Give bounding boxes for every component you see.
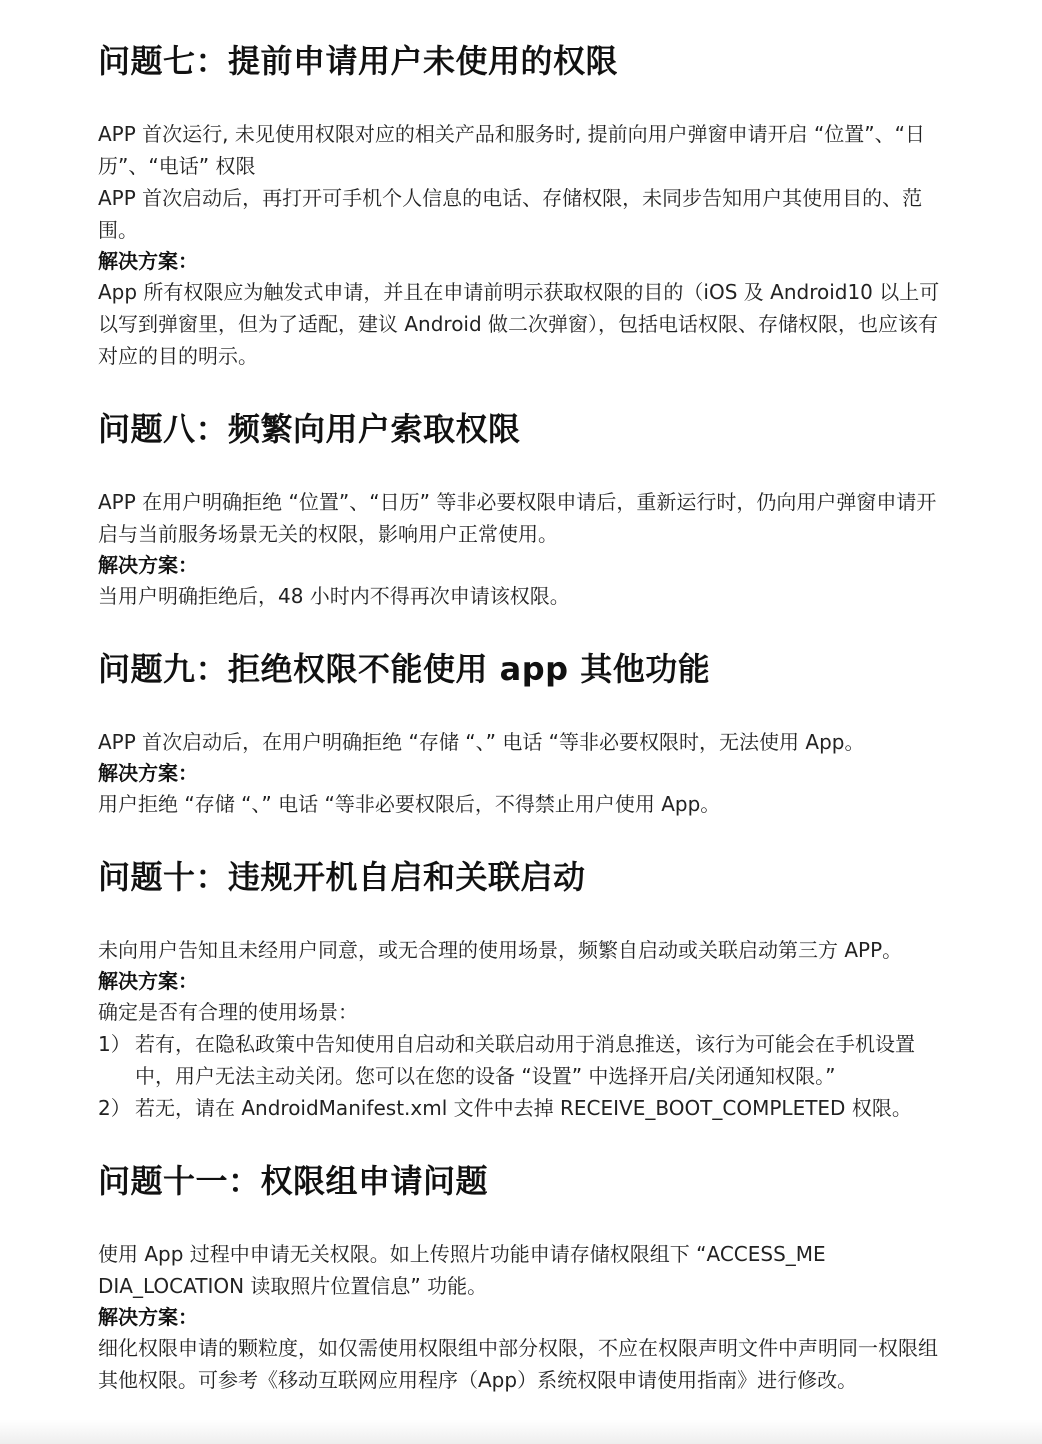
section-11 bbox=[98, 1150, 948, 1396]
section-9 bbox=[98, 638, 948, 820]
section-10 bbox=[98, 846, 948, 1124]
section-7 bbox=[98, 30, 948, 372]
section-title: 问题九：拒绝权限不能使用 app 其他功能 bbox=[98, 650, 711, 688]
section-title: 问题十一：权限组申请问题 bbox=[98, 1162, 489, 1200]
solution-label: 解决方案： bbox=[98, 553, 198, 577]
solution-label: 解决方案： bbox=[98, 761, 198, 785]
solution-paragraph: 当用户明确拒绝后，48 小时内不得再次申请该权限。 bbox=[98, 584, 570, 608]
paragraph: APP 首次启动后，再打开可手机个人信息的电话、存储权限，未同步告知用户其使用目的、范围。 bbox=[98, 186, 923, 242]
paragraph: 未向用户告知且未经用户同意，或无合理的使用场景，频繁自启动或关联启动第三方 APP。 bbox=[98, 938, 903, 962]
list-text: 若有，在隐私政策中告知使用自启动和关联启动用于消息推送，该行为可能会在手机设置中，用户无法主动关闭。您可以在您的设备 “设置” 中选择开启/关闭通知权限。” bbox=[135, 1032, 915, 1088]
solution-paragraph: 细化权限申请的颗粒度，如仅需使用权限组中部分权限，不应在权限声明文件中声明同一权限组其他权限。可参考《移动互联网应用程序（App）系统权限申请使用指南》进行修改。 bbox=[98, 1336, 938, 1392]
section-8 bbox=[98, 398, 948, 612]
list-item bbox=[98, 1092, 948, 1124]
solution-label: 解决方案： bbox=[98, 969, 198, 993]
section-title: 问题七：提前申请用户未使用的权限 bbox=[98, 42, 619, 80]
solution-paragraph: 用户拒绝 “存储 “、” 电话 “等非必要权限后，不得禁止用户使用 App。 bbox=[98, 792, 721, 816]
list-number: 1） bbox=[98, 1032, 131, 1056]
paragraph: APP 首次启动后，在用户明确拒绝 “存储 “、” 电话 “等非必要权限时，无法使用 App。 bbox=[98, 730, 865, 754]
document-content bbox=[98, 30, 948, 1396]
paragraph: APP 首次运行, 未见使用权限对应的相关产品和服务时, 提前向用户弹窗申请开启 “位置”、“日历”、“电话” 权限 bbox=[98, 122, 926, 178]
solution-paragraph: App 所有权限应为触发式申请，并且在申请前明示获取权限的目的（iOS 及 Android10 以上可以写到弹窗里，但为了适配，建议 Android 做二次弹窗），包括电话权限、存储权限，也应该有对应的目的明示。 bbox=[98, 280, 940, 368]
paragraph: 使用 App 过程中申请无关权限。如上传照片功能申请存储权限组下 “ACCESS_ME DIA_LOCATION 读取照片位置信息” 功能。 bbox=[98, 1242, 826, 1298]
paragraph: APP 在用户明确拒绝 “位置”、“日历” 等非必要权限申请后，重新运行时，仍向用户弹窗申请开启与当前服务场景无关的权限，影响用户正常使用。 bbox=[98, 490, 937, 546]
solution-label: 解决方案： bbox=[98, 1305, 198, 1329]
section-title: 问题十：违规开机自启和关联启动 bbox=[98, 858, 586, 896]
list-text: 若无，请在 AndroidManifest.xml 文件中去掉 RECEIVE_BOOT_COMPLETED 权限。 bbox=[135, 1096, 912, 1120]
list-number: 2） bbox=[98, 1096, 131, 1120]
section-title: 问题八：频繁向用户索取权限 bbox=[98, 410, 521, 448]
solution-label: 解决方案： bbox=[98, 249, 198, 273]
page-bottom-edge bbox=[0, 1420, 1042, 1444]
list-item bbox=[98, 1028, 948, 1092]
solution-paragraph: 确定是否有合理的使用场景： bbox=[98, 1000, 358, 1024]
